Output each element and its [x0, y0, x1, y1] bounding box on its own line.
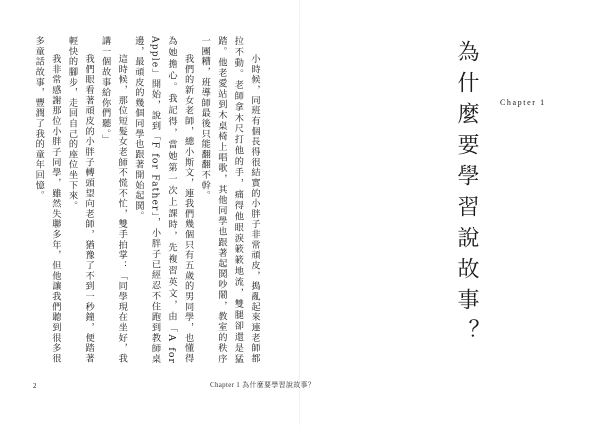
running-header: Chapter 1 為什麼要學習說故事？	[210, 381, 316, 389]
body-paragraph-5: 我非常感謝那位小胖子同學，雖然失聯多年，但他讓我們聽到很多很多童話故事，豐潤了我的童年回憶。	[33, 36, 61, 364]
body-paragraph-1: 小時候，同班有個長得很結實的小胖子非常頑皮，搗亂起來連老師都拉不動。老師拿木尺打他的手，痛得他眼淚簌簌地流，雙腿卻還是猛踏。他老愛站到木桌椅上唱歌，其他同學也跟著起鬨吵鬧，教室的秩序一團糟，班導師最後只能翻翻不幹。	[199, 36, 260, 364]
page-number: 2	[33, 382, 37, 390]
chapter-label: Chapter 1	[500, 98, 546, 107]
left-page-body-text	[30, 36, 262, 364]
body-paragraph-3: 這時候，那位短髮女老師不慌不忙，雙手拍掌：「同學現在坐好，我講一個故事給你們聽。」	[99, 36, 128, 364]
page-gutter	[299, 0, 300, 425]
body-paragraph-2: 我們的新女老師，總小斯文，連我們幾個只有五歲的男同學，也懂得為她擔心。我記得，當她第一次上課時，先複習英文，由「A for Apple」開始，說到「F for Father」，小胖子已經忍不住跑到教師桌邊，最頑皮的幾個同學也跟著開始起鬨。	[132, 36, 194, 364]
chapter-title: 為什麼要學習說故事？	[454, 40, 479, 350]
body-paragraph-4: 我們眼看著頑皮的小胖子轉頭望向老師，猶豫了不到一秒鐘，便踏著輕快的腳步，走回自己的座位坐下來。	[66, 36, 95, 364]
